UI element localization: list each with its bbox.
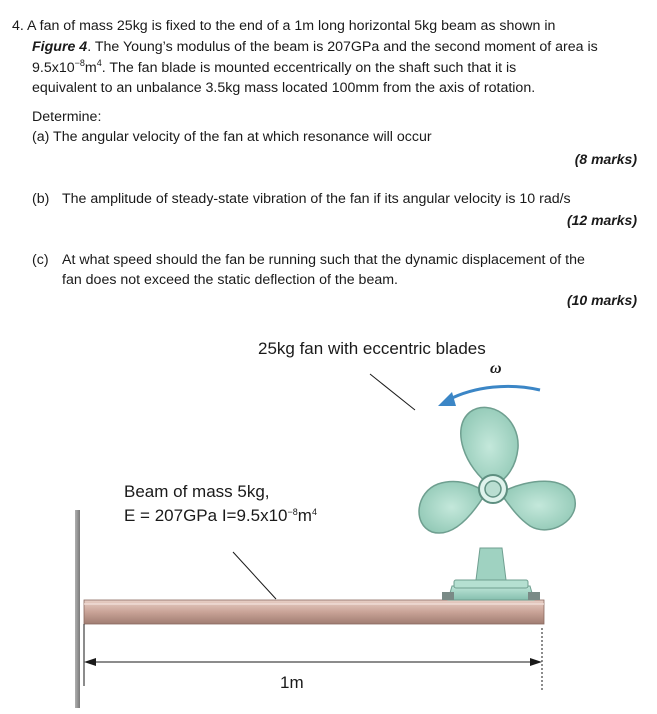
part-b-text: The amplitude of steady-state vibration of the fan if its angular velocity is 10 rad/s xyxy=(62,191,571,207)
dimension-arrow-right xyxy=(530,658,542,666)
part-c-text-line2: fan does not exceed the static deflection of the beam. xyxy=(62,272,398,288)
beam-label-exponent: −8 xyxy=(287,507,298,517)
part-a-text: (a) The angular velocity of the fan at which resonance will occur xyxy=(32,129,432,145)
beam-label-line2 xyxy=(124,505,317,527)
part-b-marks: (12 marks) xyxy=(566,212,637,228)
inertia-unit: m xyxy=(84,60,97,76)
figure-4 xyxy=(70,328,640,709)
fan-base xyxy=(442,548,540,600)
beam-leader-line xyxy=(233,552,276,599)
part-a-marks: (8 marks) xyxy=(574,151,637,167)
part-c-label: (c) xyxy=(32,252,49,268)
part-c-text-line1: At what speed should the fan be running such that the dynamic displacement of the xyxy=(62,252,585,268)
beam-label-unit-exponent: 4 xyxy=(311,507,317,517)
inertia-value: 9.5x10 xyxy=(32,60,75,76)
length-label: 1m xyxy=(280,673,304,692)
beam-label-prefix: E = 207GPa I=9.5x10 xyxy=(124,506,288,525)
beam-label-line1: Beam of mass 5kg, xyxy=(124,482,270,501)
determine-label: Determine: xyxy=(32,109,102,125)
question-intro-line2: . The Young’s modulus of the beam is 207GPa and the second moment of area is xyxy=(87,39,598,55)
question-intro-line3: . The fan blade is mounted eccentrically on the shaft such that it is xyxy=(101,60,517,76)
question-line-2 xyxy=(32,38,598,57)
part-c-marks: (10 marks) xyxy=(566,292,637,308)
wall-support xyxy=(75,510,80,708)
dimension-arrow-left xyxy=(84,658,96,666)
question-line-3 xyxy=(32,59,516,78)
figure-reference: Figure 4 xyxy=(32,39,88,55)
question-number: 4. xyxy=(12,18,24,34)
fan-label: 25kg fan with eccentric blades xyxy=(258,339,486,358)
beam-label-unit: m xyxy=(297,506,312,525)
rotation-arrow-head xyxy=(438,392,456,406)
part-b-label: (b) xyxy=(32,191,50,207)
question-line-4: equivalent to an unbalance 3.5kg mass located 100mm from the axis of rotation. xyxy=(32,80,536,96)
fan-leader-line xyxy=(370,374,415,410)
inertia-exponent: −8 xyxy=(74,58,85,68)
fan-hub-inner xyxy=(485,481,501,497)
question-line-1 xyxy=(12,17,555,36)
rotation-arrow xyxy=(448,386,540,400)
omega-symbol: ω xyxy=(490,360,502,377)
question-intro-line1: A fan of mass 25kg is fixed to the end of a 1m long horizontal 5kg beam as shown in xyxy=(27,18,556,34)
fan-blades xyxy=(419,407,575,533)
inertia-unit-exponent: 4 xyxy=(96,58,102,68)
